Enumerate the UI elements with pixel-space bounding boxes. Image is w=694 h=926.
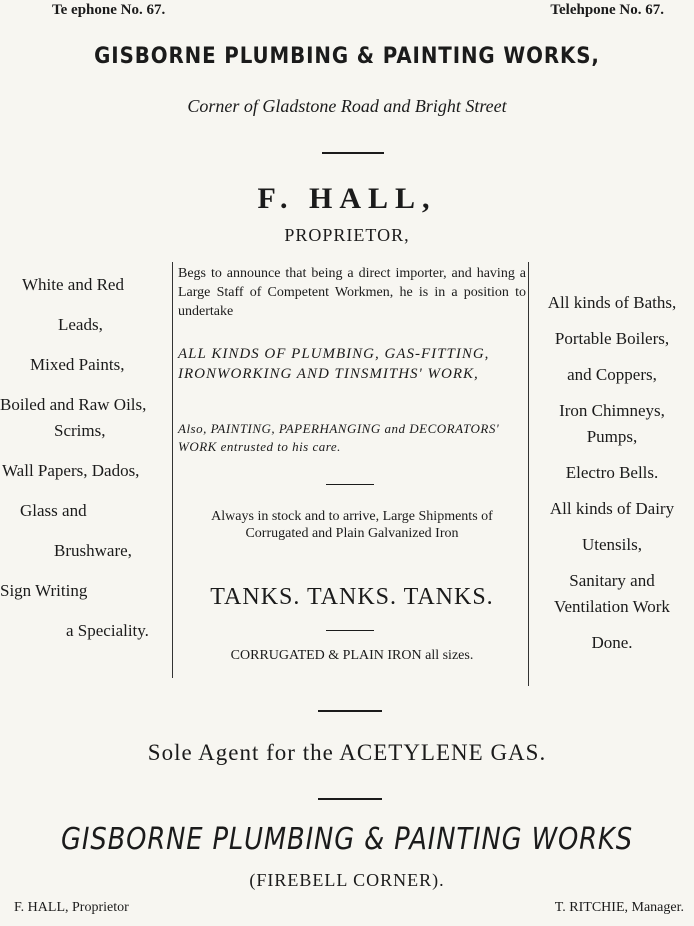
divider-rule (322, 152, 384, 154)
center-divider-2 (326, 630, 374, 631)
proprietor-role: PROPRIETOR, (284, 225, 410, 245)
stock-text: Always in stock and to arrive, Large Shipments of Corrugated and Plain Galvanized Iron (211, 509, 493, 541)
divider-rule-2 (318, 710, 382, 712)
list-item: Sanitary and (569, 571, 655, 590)
list-item: Scrims, (54, 421, 106, 440)
tanks-heading: TANKS. TANKS. TANKS. (210, 584, 494, 610)
proprietor-name: F. HALL, (257, 182, 437, 215)
list-item: Portable Boilers, (554, 329, 670, 348)
painting-services: Also, PAINTING, PAPERHANGING and DECORATORS' WORK entrusted to his care. (178, 421, 500, 454)
telephone-left: Te ephone No. 67. (52, 2, 166, 18)
list-item: Brushware, (54, 541, 132, 560)
list-item: Boiled and Raw Oils, (0, 395, 147, 414)
business-address: Corner of Gladstone Road and Bright Street (187, 96, 507, 116)
list-item: Ventilation Work (554, 597, 670, 616)
list-item: and Coppers, (567, 365, 657, 384)
footer-manager: T. RITCHIE, Manager. (554, 900, 684, 915)
telephone-right: Telehpone No. 67. (550, 2, 664, 18)
business-title: GISBORNE PLUMBING & PAINTING WORKS, (94, 44, 600, 69)
plumbing-services: ALL KINDS OF PLUMBING, GAS-FITTING, IRONWORKING AND TINSMITHS' WORK, (178, 346, 490, 382)
list-item: Sign Writing (0, 581, 88, 600)
list-item: Pumps, (586, 427, 638, 446)
center-divider-1 (326, 484, 374, 485)
column-divider-left (172, 262, 173, 678)
footer-title: GISBORNE PLUMBING & PAINTING WORKS (61, 822, 633, 857)
list-item: All kinds of Dairy (549, 499, 675, 518)
list-item: a Speciality. (66, 621, 149, 640)
intro-text: Begs to announce that being a direct importer, and having a Large Staff of Competent Workmen, he is in a position to undertake (178, 266, 526, 319)
list-item: Electro Bells. (565, 463, 659, 482)
list-item: Leads, (58, 315, 103, 334)
sole-agent-line: Sole Agent for the ACETYLENE GAS. (147, 740, 547, 765)
footer-proprietor: F. HALL, Proprietor (14, 900, 129, 915)
list-item: Glass and (20, 501, 87, 520)
left-product-list (0, 272, 172, 644)
corrugated-text: CORRUGATED & PLAIN IRON all sizes. (230, 648, 474, 663)
list-item: Iron Chimneys, (559, 401, 665, 420)
list-item: White and Red (22, 275, 124, 294)
column-divider-right (528, 262, 529, 686)
firebell-corner: (FIREBELL CORNER). (249, 870, 445, 890)
list-item: Done. (591, 633, 633, 652)
right-product-list (530, 290, 694, 656)
list-item: All kinds of Baths, (547, 293, 677, 312)
list-item: Mixed Paints, (30, 355, 125, 374)
divider-rule-3 (318, 798, 382, 800)
list-item: Utensils, (582, 535, 642, 554)
list-item: Wall Papers, Dados, (2, 461, 140, 480)
